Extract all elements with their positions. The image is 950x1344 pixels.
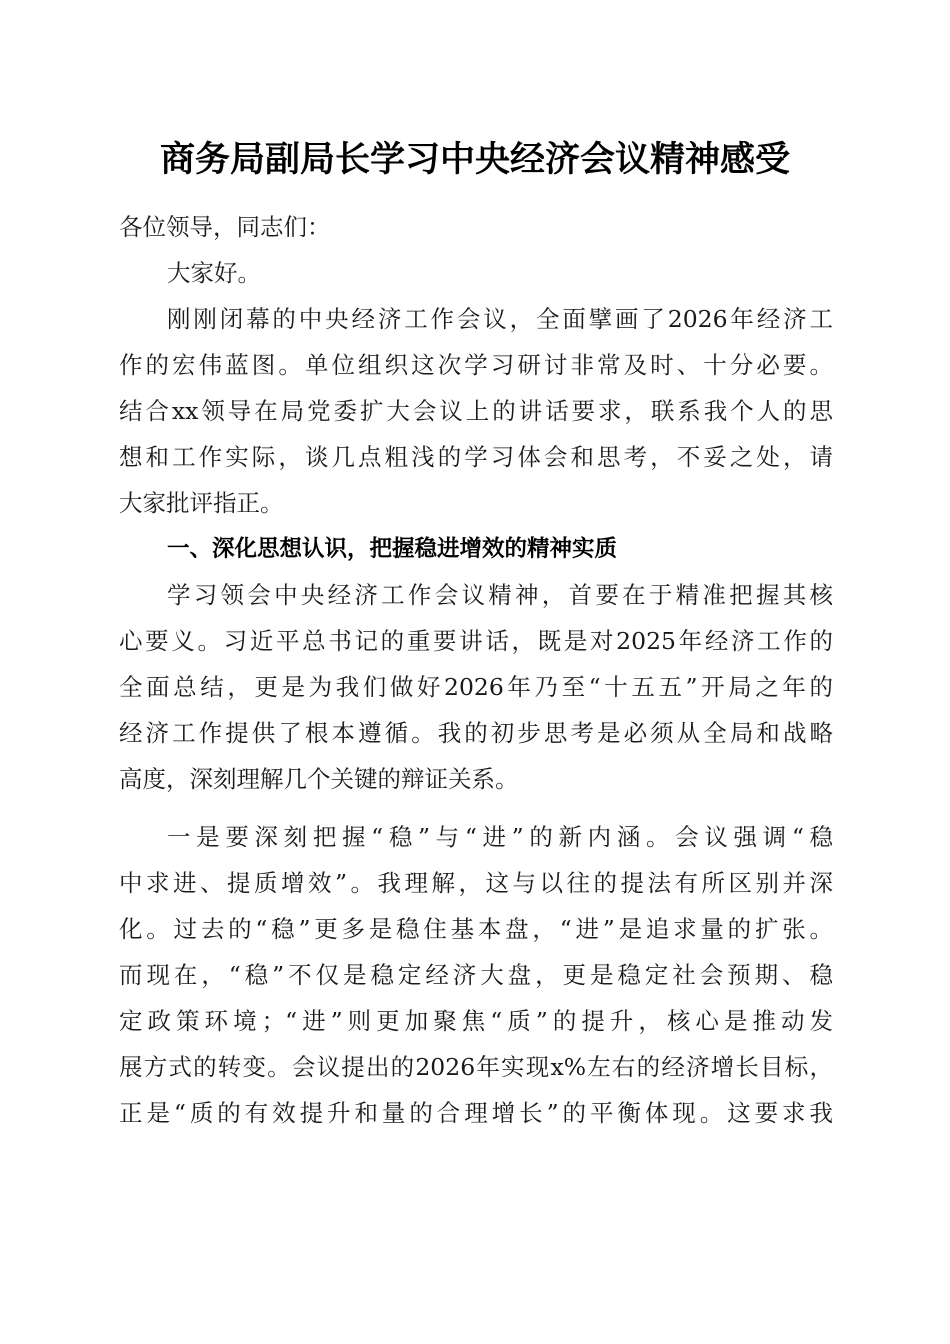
document-body [119, 204, 833, 1136]
paragraph-line: 经济工作提供了根本遵循。我的初步思考是必须从全局和战略 [119, 719, 833, 747]
paragraph-line: 心要义。习近平总书记的重要讲话，既是对2025年经济工作的 [119, 627, 833, 655]
document-title: 商务局副局长学习中央经济会议精神感受 [159, 139, 790, 180]
salutation: 各位领导，同志们： [119, 213, 331, 241]
paragraph-line: 学习领会中央经济工作会议精神，首要在于精准把握其核 [167, 581, 833, 609]
paragraph-line: 化。过去的“稳”更多是稳住基本盘，“进”是追求量的扩张。 [119, 915, 833, 943]
paragraph-gap [119, 802, 833, 814]
paragraph-line: 刚刚闭幕的中央经济工作会议，全面擘画了2026年经济工 [167, 305, 833, 333]
paragraph-line: 中求进、提质增效”。我理解，这与以往的提法有所区别并深 [119, 869, 833, 897]
section-heading: 一、深化思想认识，把握稳进增效的精神实质 [167, 536, 618, 562]
paragraph-line: 大家批评指正。 [119, 489, 284, 517]
paragraph-line: 而现在，“稳”不仅是稳定经济大盘，更是稳定社会预期、稳 [119, 961, 833, 989]
paragraph-line: 展方式的转变。会议提出的2026年实现x%左右的经济增长目标， [119, 1053, 833, 1081]
paragraph-line: 高度，深刻理解几个关键的辩证关系。 [119, 765, 519, 793]
paragraph-line: 作的宏伟蓝图。单位组织这次学习研讨非常及时、十分必要。 [119, 351, 833, 379]
paragraph-line: 正是“质的有效提升和量的合理增长”的平衡体现。这要求我 [119, 1099, 833, 1127]
paragraph-line: 全面总结，更是为我们做好2026年乃至“十五五”开局之年的 [119, 673, 833, 701]
intro-paragraph [119, 296, 833, 526]
paragraph-line: 想和工作实际，谈几点粗浅的学习体会和思考，不妥之处，请 [119, 443, 833, 471]
paragraph-line: 一是要深刻把握“稳”与“进”的新内涵。会议强调“稳 [167, 823, 833, 851]
paragraph-line: 结合xx领导在局党委扩大会议上的讲话要求，联系我个人的思 [119, 397, 833, 425]
paragraph-line: 定政策环境；“进”则更加聚焦“质”的提升，核心是推动发 [119, 1007, 833, 1035]
section1-paragraph [119, 572, 833, 802]
point1-paragraph [119, 814, 833, 1136]
greeting: 大家好。 [167, 259, 261, 287]
